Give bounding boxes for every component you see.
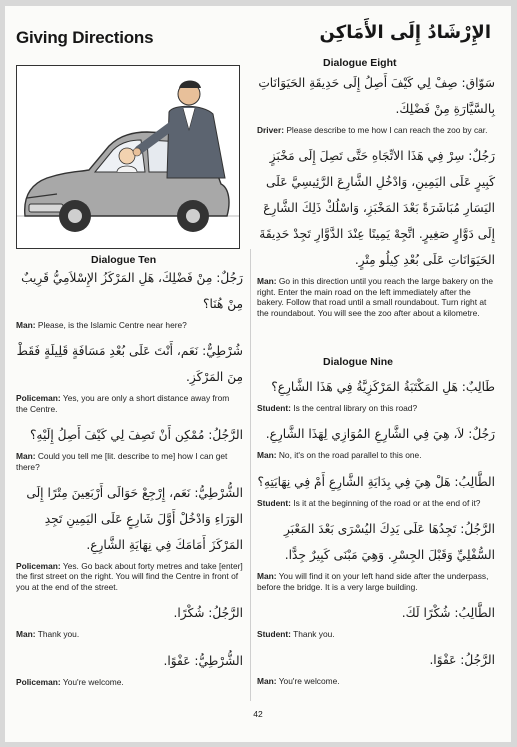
dialogue-nine-line-1-arabic: طَالِبٌ: هَلِ المَكْتَبَةُ المَرْكَزِيَّةُ فِي هَذَا الشَّارِعِ؟ [271,380,495,394]
dialogue-eight-line-2-english: Man: Go in this direction until you reach the large bakery on the right. Enter the main road on the left immediately after the bakery. Follow that road until a small roundabout. Turn right at the roundabout. You will see the zoo after about a kilometre. [257,276,494,318]
dialogue-nine-line-4-arabic: الرَّجُلُ: تَجِدُهَا عَلَى يَدِكَ اليُسْرَى بَعْدَ المَعْبَرِ السُّفْلِيِّ وَقَبْلَ الجِسْرِ. وَهِيَ مَبْنَى كَبِيرٌ جِدًّا. [283,522,495,563]
page-title-arabic: الإِرْشَادُ إِلَى الأَمَاكِن [319,22,491,43]
dialogue-ten-line-2-english: Policeman: Yes, you are only a short distance away from the Centre. [16,393,230,414]
dialogue-ten-heading: Dialogue Ten [91,254,157,266]
dialogue-nine-line-2-arabic: رَجُلٌ: لاَ، هِيَ فِي الشَّارِعِ المُوَازِي لِهَذَا الشَّارِعِ. [265,427,495,442]
dialogue-nine-line-6-english: Man: You're welcome. [257,676,340,687]
dialogue-ten-line-1-english: Man: Please, is the Islamic Centre near here? [16,320,187,330]
dialogue-nine-line-3-english: Student: Is it at the beginning of the road or at the end of it? [257,497,481,508]
dialogue-nine-line-5-english: Student: Thank you. [257,629,335,640]
page-number: 42 [253,709,263,719]
dialogue-nine-heading: Dialogue Nine [323,356,394,368]
dialogue-nine [257,374,495,695]
dialogue-ten-line-5-english: Man: Thank you. [16,629,80,640]
dialogue-ten-line-1-arabic: رَجُلٌ: مِنْ فَضْلِكَ، هَلِ المَرْكَزُ الإِسْلاَمِيُّ قَرِيبٌ مِنْ هُنَا؟ [21,271,243,311]
dialogue-nine-line-6-arabic: الرَّجُلُ: عَفْوًا. [429,653,495,668]
dialogue-eight-line-2-arabic: رَجُلٌ: سِرْ فِي هَذَا الاتِّجَاهِ حَتَّى تَصِلَ إِلَى مَخْبَزٍ كَبِيرٍ عَلَى اليَمِينِ، وَادْخُلِ الشَّارِعَ الرَّئِيسِيَّ عَلَى اليَسَارِ مُبَاشَرَةً بَعْدَ المَخْبَزِ، وَاسْلُكْ ذَلِكَ الشَّارِعَ إِلَى دَوَّارٍ صَغِيرٍ. اتَّجِهْ يَمِينًا عِنْدَ الدَّوَّارِ تَجِدْ حَدِيقَةَ الحَيَوَانَاتِ عَلَى بُعْدِ كِيلُو مِتْرٍ. [259,149,495,268]
dialogue-nine-line-3-arabic: الطَّالِبُ: هَلْ هِيَ فِي بِدَايَةِ الشَّارِعِ أَمْ فِي نِهَايَتِهِ؟ [257,474,495,489]
column-divider [250,249,251,701]
dialogue-eight-heading: Dialogue Eight [323,57,397,69]
dialogue-nine-line-5-arabic: الطَّالِبُ: شُكْرًا لَكَ. [401,606,495,621]
dialogue-ten-line-3-english: Man: Could you tell me [lit. describe to me] how I can get there? [16,451,228,472]
dialogue-nine-line-1-english: Student: Is the central library on this road? [257,403,418,413]
dialogue-ten-line-3-arabic: الرَّجُلُ: مُمْكِن أَنْ تَصِفَ لِي كَيْفَ أَصِلُ إِلَيْهِ؟ [29,428,243,443]
dialogue-nine-line-4-english: Man: You will find it on your left hand side after the underpass, before the bridge. It is a very large building. [257,571,489,592]
car-drawing [17,66,240,249]
dialogue-eight [257,70,495,326]
dialogue-eight-line-1-arabic: سَوّاق: صِفْ لِي كَيْفَ أَصِلُ إِلَى حَدِيقَةِ الحَيَوَانَاتِ بِالسَّيَّارَةِ مِنْ فَضْلِكَ. [258,76,495,116]
dialogue-ten-line-4-english: Policeman: Yes. Go back about forty metres and take [enter] the first street on the right. You will find the Centre in front of you at the end of the street. [16,561,243,592]
dialogue-nine-line-2-english: Man: No, it's on the road parallel to this one. [257,450,422,461]
dialogue-ten [16,265,243,695]
dialogue-ten-line-5-arabic: الرَّجُلُ: شُكْرًا. [173,606,243,621]
dialogue-eight-line-1-english: Driver: Please describe to me how I can reach the zoo by car. [257,125,488,135]
dialogue-ten-line-2-arabic: شُرْطِيٌّ: نَعَم، أَنْتَ عَلَى بُعْدِ مَسَافَةٍ قَلِيلَةٍ فَقَطْ مِنَ المَرْكَزِ. [16,344,243,385]
book-page [5,6,511,742]
dialogue-ten-line-6-arabic: الشُّرْطِيُّ: عَفْوًا. [163,653,243,668]
car-directions-illustration [16,65,240,249]
page-title-english: Giving Directions [16,28,154,47]
dialogue-ten-line-6-english: Policeman: You're welcome. [16,676,124,687]
dialogue-ten-line-4-arabic: الشُّرْطِيُّ: نَعَم، إِرْجِعْ حَوَالَى أَرْبَعِينَ مِتْرًا إِلَى الوَرَاءِ وَادْخُلْ أَوَّلَ شَارِعٍ عَلَى اليَمِينِ تَجِدِ المَرْكَزَ أَمَامَكَ فِي نِهَايَةِ الشَّارِعِ. [26,486,243,553]
